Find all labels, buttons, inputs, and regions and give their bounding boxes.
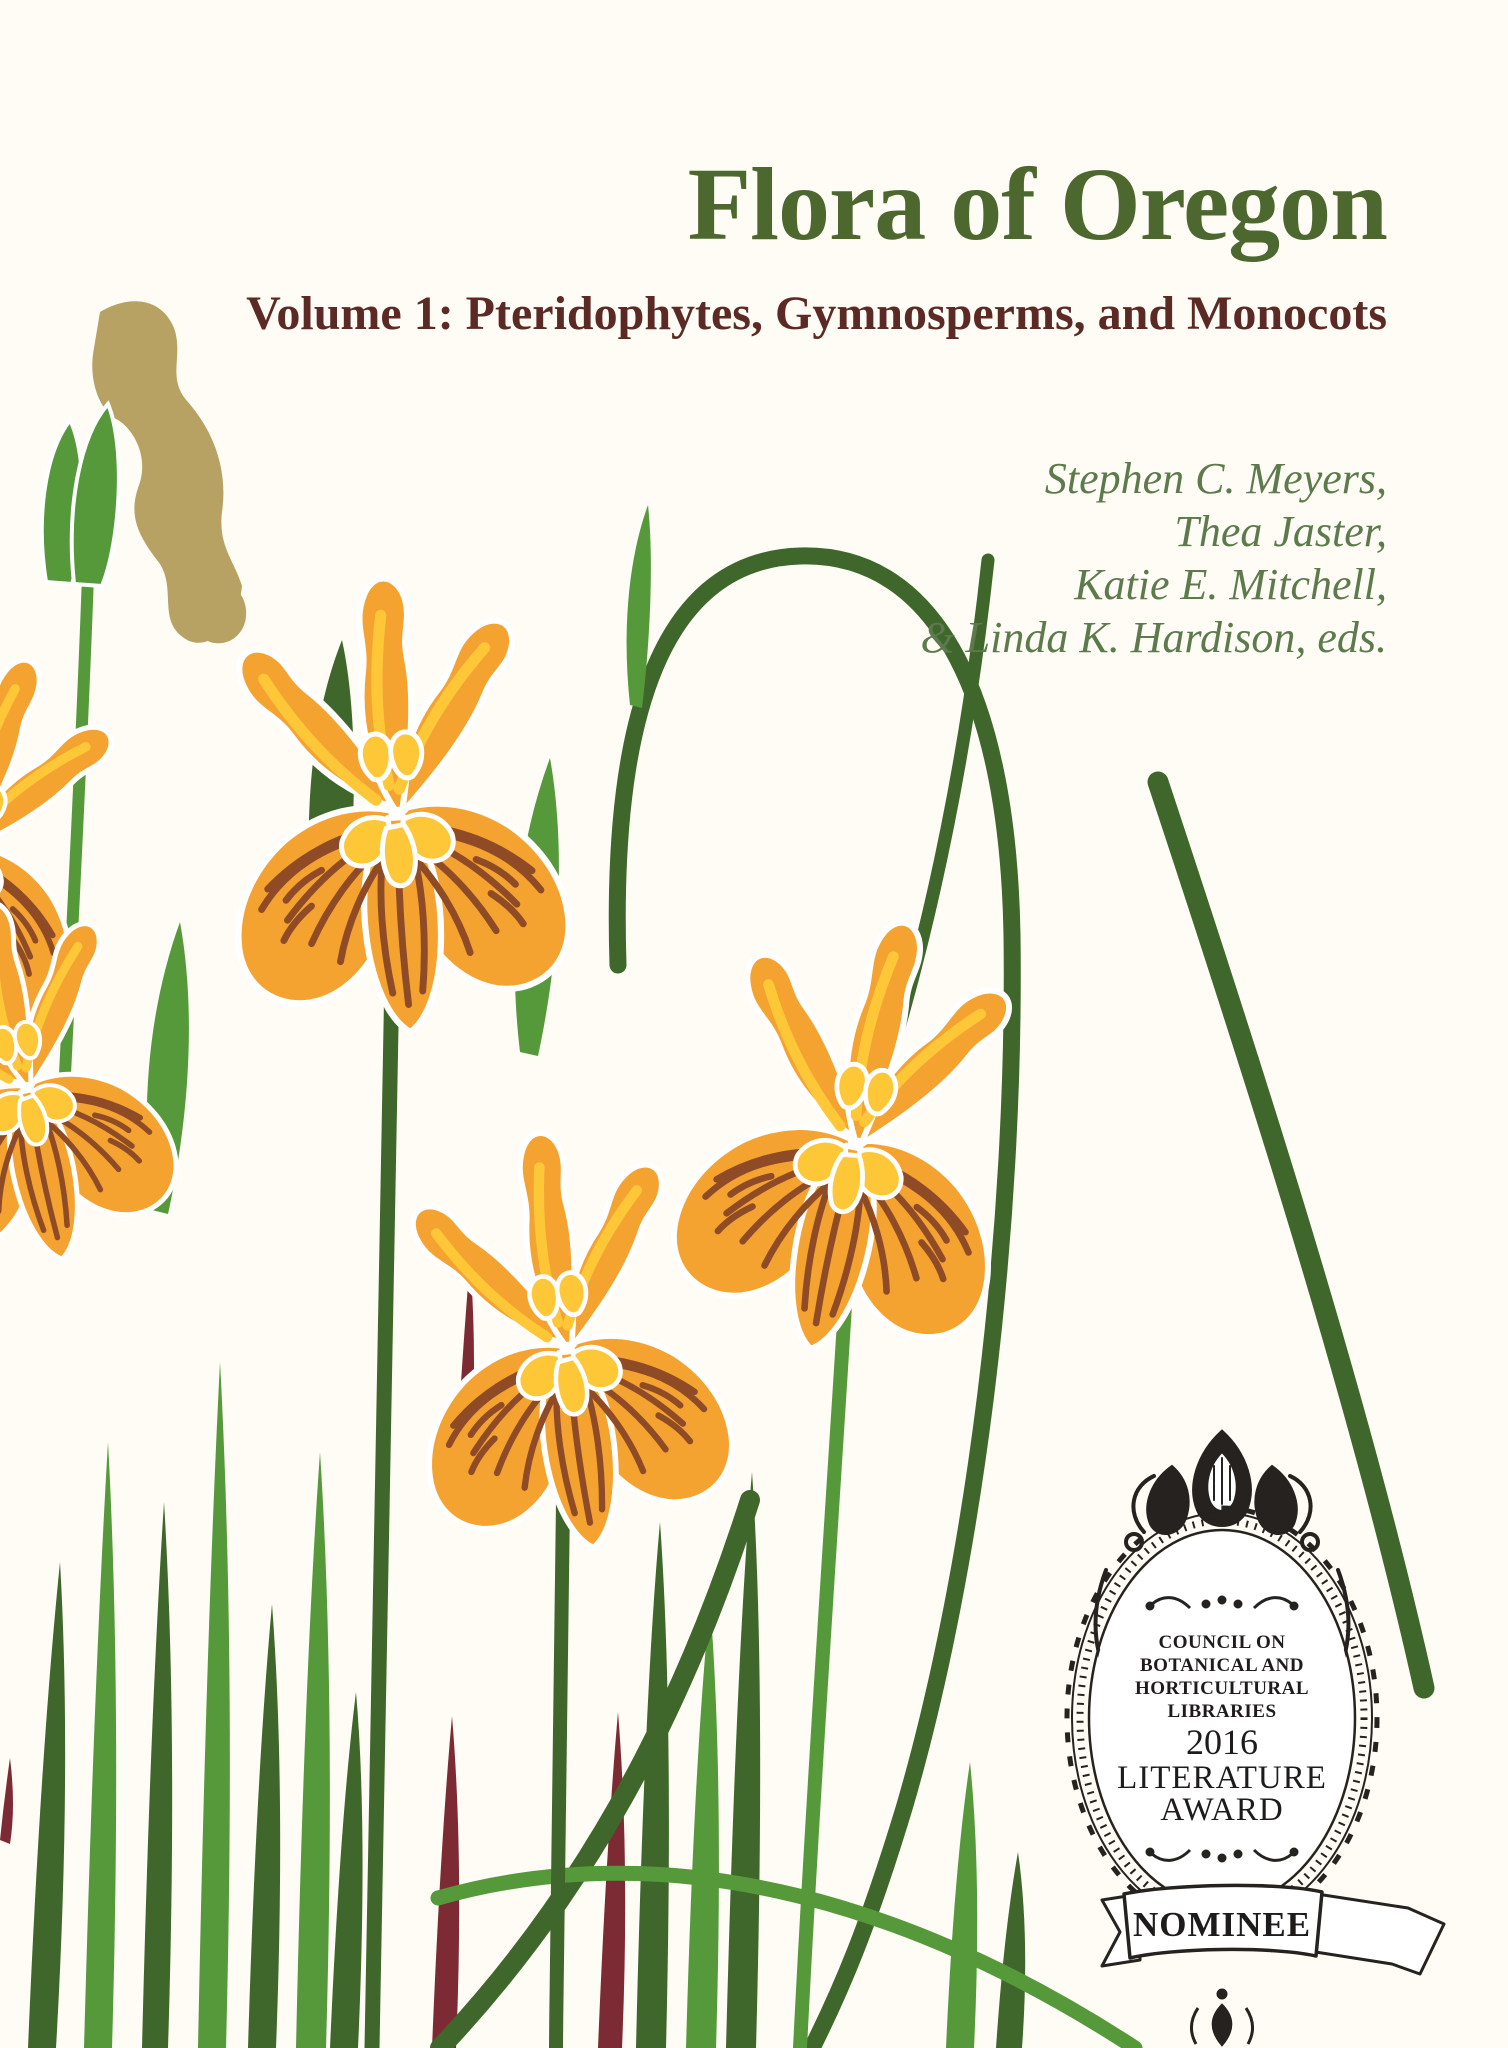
editor-name: & Linda K. Hardison, eds. (920, 613, 1387, 662)
literature-award-badge (1040, 1408, 1460, 2048)
badge-org-line-4: LIBRARIES (1167, 1701, 1277, 1722)
badge-tassel (1191, 1989, 1252, 2046)
editor-name: Thea Jaster, (1174, 507, 1387, 556)
badge-org-line-1: COUNCIL ON (1158, 1632, 1286, 1653)
badge-award-line-2: AWARD (1160, 1792, 1284, 1828)
editor-name: Katie E. Mitchell, (1074, 560, 1387, 609)
badge-ribbon-label: NOMINEE (1132, 1905, 1312, 1944)
badge-award-line-1: LITERATURE (1117, 1760, 1327, 1796)
badge-org-line-3: HORTICULTURAL (1134, 1678, 1310, 1699)
page-title: Flora of Oregon (687, 147, 1387, 262)
page-subtitle: Volume 1: Pteridophytes, Gymnosperms, and Monocots (246, 287, 1387, 340)
badge-org-line-2: BOTANICAL AND (1140, 1655, 1304, 1676)
editors-list (0, 452, 1387, 664)
badge-year: 2016 (1186, 1722, 1258, 1762)
editor-name: Stephen C. Meyers, (1044, 454, 1387, 503)
